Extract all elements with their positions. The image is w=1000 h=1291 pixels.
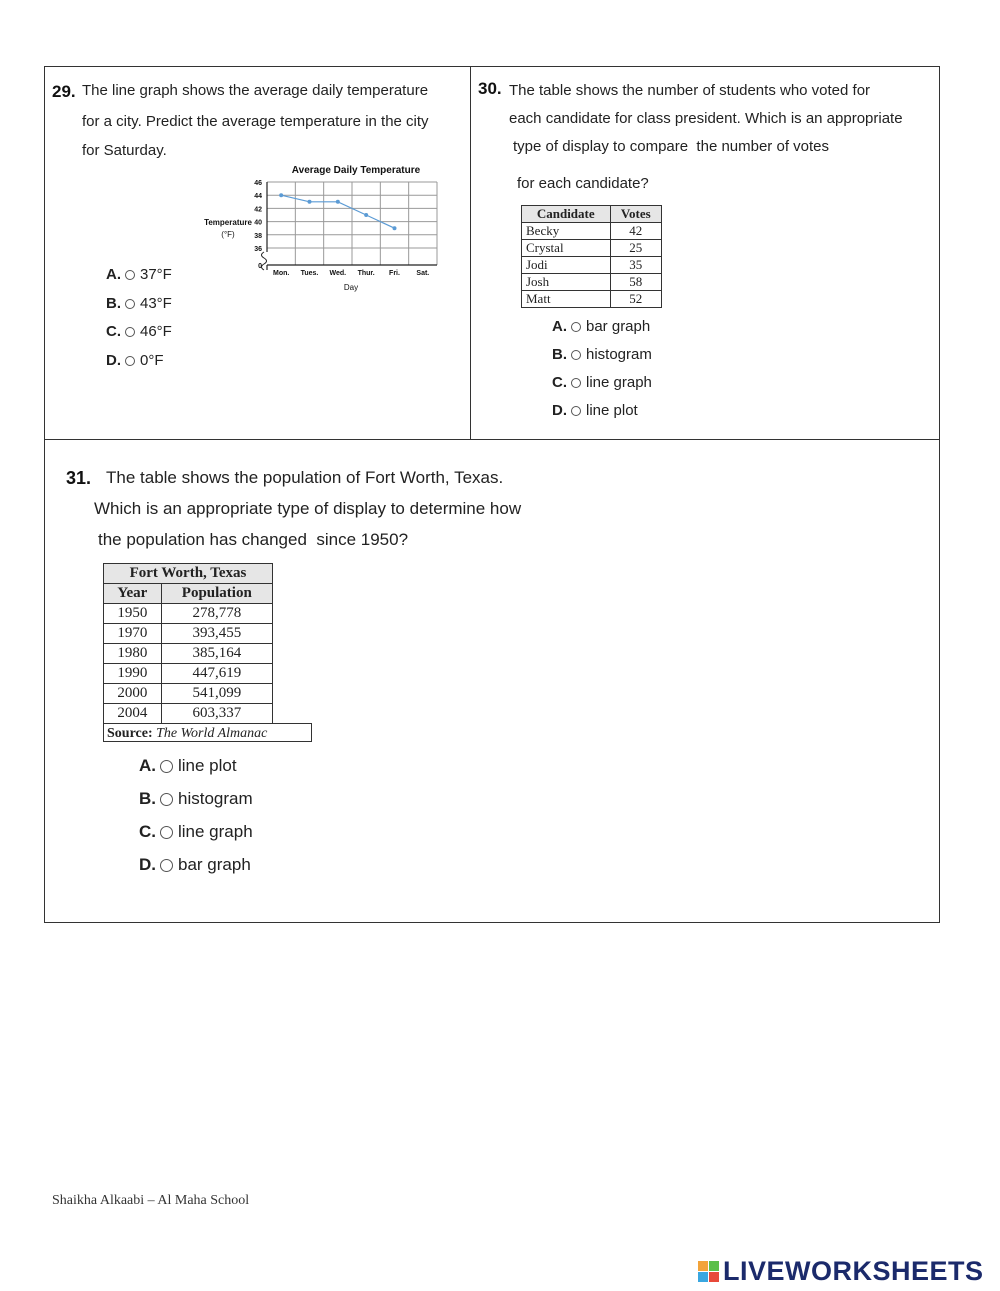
option-letter: D. — [106, 352, 121, 369]
q31-option-d[interactable] — [139, 855, 251, 875]
table-row — [522, 291, 662, 308]
radio-icon[interactable] — [125, 270, 135, 280]
radio-icon[interactable] — [160, 826, 173, 839]
q29-option-c[interactable] — [106, 323, 172, 340]
y-tick-label: 38 — [254, 232, 262, 240]
question-30-text-line-2: each candidate for class president. Which is an appropriate — [509, 110, 903, 127]
question-30-text-line-1: The table shows the number of students who voted for — [509, 82, 871, 99]
axis-break — [262, 252, 267, 270]
option-text: line plot — [178, 756, 237, 775]
table-cell: 447,619 — [161, 664, 272, 684]
table-row — [522, 240, 662, 257]
option-text: line graph — [178, 822, 253, 841]
table-cell: 1970 — [104, 624, 162, 644]
table-row — [522, 274, 662, 291]
option-text: 37°F — [140, 266, 172, 283]
radio-icon[interactable] — [160, 760, 173, 773]
table-title: Fort Worth, Texas — [104, 564, 273, 584]
option-letter: D. — [139, 855, 156, 874]
table-row — [104, 664, 273, 684]
option-text: 43°F — [140, 295, 172, 312]
table-cell: Becky — [522, 223, 611, 240]
logo-text: LIVEWORKSHEETS — [723, 1256, 984, 1286]
x-tick-label: Wed. — [329, 270, 347, 277]
option-letter: C. — [552, 374, 567, 391]
table-cell: 1980 — [104, 644, 162, 664]
q30-option-d[interactable] — [552, 402, 638, 419]
table-cell: Crystal — [522, 240, 611, 257]
radio-icon[interactable] — [160, 859, 173, 872]
q30-option-b[interactable] — [552, 346, 652, 363]
table-header: Votes — [610, 206, 662, 223]
table-cell: 42 — [610, 223, 662, 240]
table-source — [103, 723, 312, 742]
table-cell: Jodi — [522, 257, 611, 274]
y-tick-label: 42 — [254, 206, 262, 214]
data-point — [308, 200, 312, 204]
table-cell: 58 — [610, 274, 662, 291]
table-header: Year — [104, 584, 162, 604]
question-31-text-line-3: the population has changed since 1950? — [98, 530, 409, 549]
option-text: histogram — [178, 789, 253, 808]
table-row — [104, 644, 273, 664]
option-text: bar graph — [178, 855, 251, 874]
y-tick-label: 0 — [258, 263, 262, 270]
radio-icon[interactable] — [571, 406, 581, 416]
option-text: bar graph — [586, 318, 651, 335]
question-29-text-line-3: for Saturday. — [82, 142, 167, 159]
table-cell: Matt — [522, 291, 611, 308]
logo-icon — [698, 1261, 719, 1282]
question-30-text-line-3: type of display to compare the number of votes — [513, 138, 830, 155]
q29-option-d[interactable] — [106, 352, 164, 369]
option-letter: A. — [106, 266, 121, 283]
option-letter: A. — [139, 756, 156, 775]
data-point — [393, 226, 397, 230]
question-29-number: 29. — [52, 82, 76, 101]
table-row — [104, 604, 273, 624]
y-tick-label: 44 — [254, 193, 262, 201]
question-31-text-line-2: Which is an appropriate type of display to determine how — [94, 499, 522, 518]
option-text: 46°F — [140, 323, 172, 340]
table-cell: 2004 — [104, 704, 162, 724]
table-header: Candidate — [522, 206, 611, 223]
option-letter: B. — [552, 346, 567, 363]
question-30-text-line-4: for each candidate? — [517, 175, 649, 192]
table-cell: 278,778 — [161, 604, 272, 624]
table-row — [104, 684, 273, 704]
table-cell: 393,455 — [161, 624, 272, 644]
y-tick-label: 36 — [254, 246, 262, 253]
data-point — [364, 213, 368, 217]
q31-option-b[interactable] — [139, 789, 253, 809]
table-cell: 25 — [610, 240, 662, 257]
radio-icon[interactable] — [125, 327, 135, 337]
source-label: Source: — [107, 726, 153, 741]
chart-ylabel: Temperature — [204, 218, 252, 227]
question-31-number: 31. — [66, 468, 92, 488]
question-31-text-line-1: The table shows the population of Fort Worth, Texas. — [106, 468, 504, 487]
option-letter: B. — [139, 789, 156, 808]
option-text: histogram — [586, 346, 652, 363]
q31-option-a[interactable] — [139, 756, 237, 776]
option-letter: C. — [106, 323, 121, 340]
radio-icon[interactable] — [571, 350, 581, 360]
data-point — [336, 200, 340, 204]
radio-icon[interactable] — [571, 322, 581, 332]
option-text: line graph — [586, 374, 652, 391]
table-cell: 52 — [610, 291, 662, 308]
q30-option-c[interactable] — [552, 374, 652, 391]
liveworksheets-logo — [698, 1256, 984, 1287]
option-letter: A. — [552, 318, 567, 335]
q29-option-a[interactable] — [106, 266, 172, 283]
x-tick-label: Mon. — [273, 270, 290, 277]
x-tick-label: Fri. — [389, 270, 400, 277]
x-tick-label: Thur. — [357, 270, 375, 277]
table-cell: 385,164 — [161, 644, 272, 664]
table-cell: 541,099 — [161, 684, 272, 704]
data-point — [279, 193, 283, 197]
chart-xlabel: Day — [343, 283, 359, 292]
table-header: Population — [161, 584, 272, 604]
radio-icon[interactable] — [125, 299, 135, 309]
option-text: line plot — [586, 402, 638, 419]
q29-option-b[interactable] — [106, 295, 172, 312]
table-cell: 1990 — [104, 664, 162, 684]
table-cell: Josh — [522, 274, 611, 291]
footer-author: Shaikha Alkaabi – Al Maha School — [52, 1193, 250, 1208]
chart-ylabel-unit: (°F) — [221, 230, 235, 239]
y-tick-label: 46 — [254, 180, 262, 187]
table-row — [522, 223, 662, 240]
radio-icon[interactable] — [571, 378, 581, 388]
votes-table — [521, 205, 662, 308]
y-tick-label: 40 — [254, 219, 262, 227]
table-cell: 603,337 — [161, 704, 272, 724]
radio-icon[interactable] — [125, 356, 135, 366]
option-text: 0°F — [140, 352, 164, 369]
population-table — [103, 563, 273, 724]
table-cell: 2000 — [104, 684, 162, 704]
table-row — [104, 704, 273, 724]
chart-title: Average Daily Temperature — [291, 165, 421, 176]
question-30-number: 30. — [478, 79, 502, 98]
question-29-text-line-1: The line graph shows the average daily temperature — [82, 82, 429, 99]
chart-grid — [267, 182, 437, 270]
x-tick-label: Sat. — [416, 270, 430, 277]
table-cell: 35 — [610, 257, 662, 274]
option-letter: C. — [139, 822, 156, 841]
q31-option-c[interactable] — [139, 822, 253, 842]
chart-series — [279, 193, 396, 230]
q30-option-a[interactable] — [552, 318, 650, 335]
question-29-text-line-2: for a city. Predict the average temperature in the city — [82, 113, 429, 130]
table-row — [522, 257, 662, 274]
option-letter: D. — [552, 402, 567, 419]
table-row — [104, 624, 273, 644]
x-tick-label: Tues. — [300, 270, 319, 277]
option-letter: B. — [106, 295, 121, 312]
table-cell: 1950 — [104, 604, 162, 624]
source-value: The World Almanac — [156, 726, 268, 741]
temperature-line-chart — [195, 160, 455, 295]
radio-icon[interactable] — [160, 793, 173, 806]
